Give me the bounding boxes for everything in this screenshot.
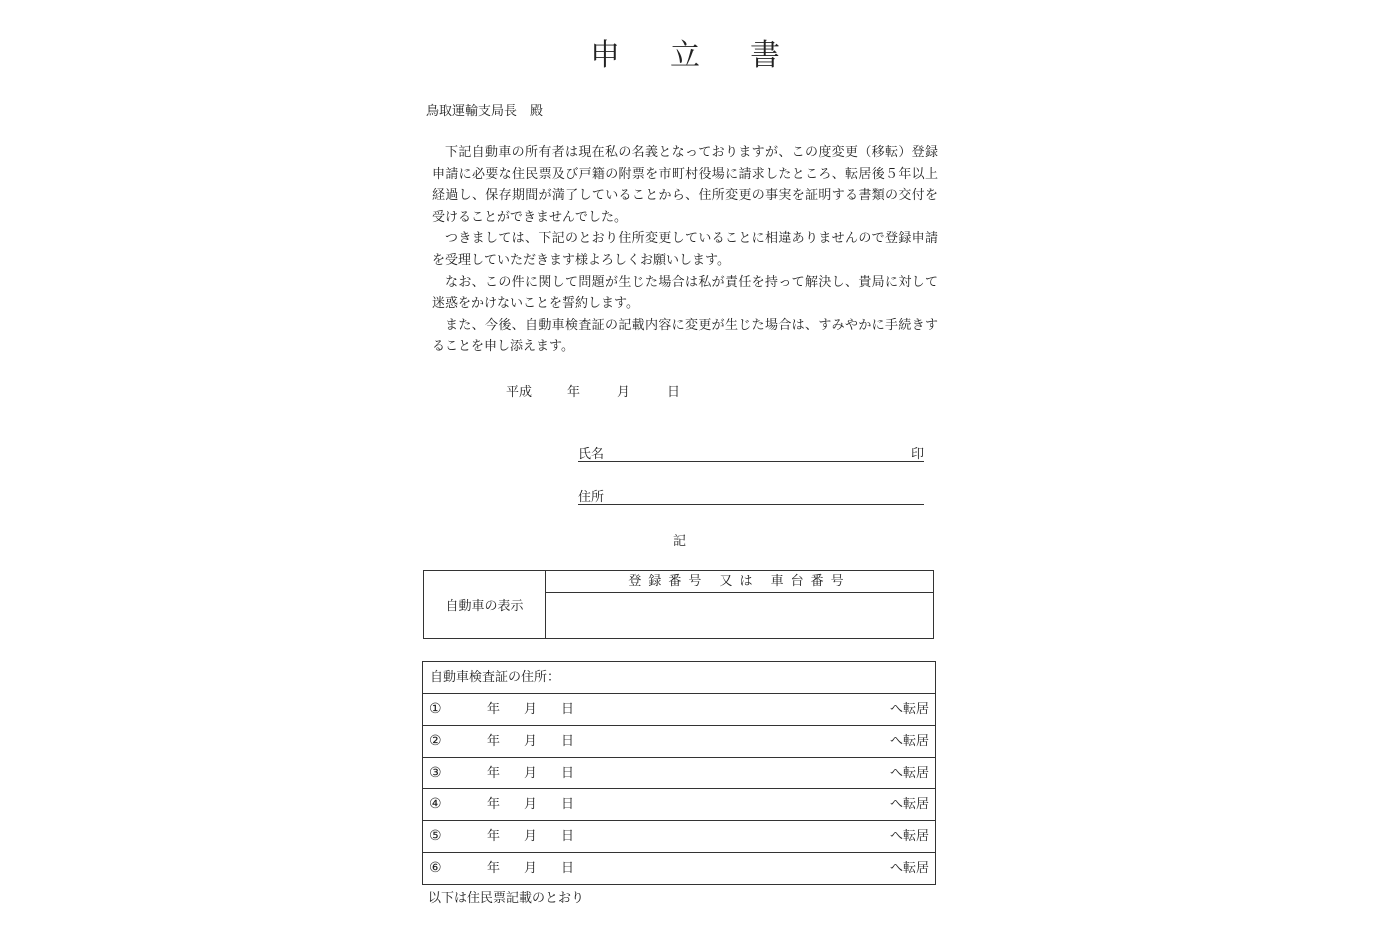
- row-month: 月: [524, 765, 538, 781]
- row-month: 月: [524, 797, 538, 813]
- row-transfer: へ転居: [889, 702, 929, 717]
- name-label: 氏名: [578, 447, 605, 462]
- date-month: 月: [617, 385, 631, 400]
- ki-heading: 記: [673, 534, 687, 549]
- row-year: 年: [487, 702, 501, 717]
- row-transfer: へ転居: [889, 829, 929, 845]
- vehicle-number-header: 登録番号 又は 車台番号: [546, 571, 933, 593]
- address-history-row[interactable]: [423, 758, 935, 790]
- row-month: 月: [524, 702, 538, 717]
- row-transfer: へ転居: [889, 765, 929, 781]
- row-month: 月: [524, 829, 538, 845]
- row-number: ①: [429, 701, 442, 717]
- address-history-table: [422, 661, 936, 885]
- row-number: ⑥: [429, 859, 442, 876]
- row-transfer: へ転居: [889, 797, 929, 813]
- title-char: 書: [750, 38, 780, 73]
- row-year: 年: [487, 860, 501, 876]
- row-day: 日: [561, 797, 575, 813]
- document-title: [590, 36, 780, 76]
- row-number: ②: [429, 732, 442, 749]
- row-transfer: へ転居: [889, 860, 929, 876]
- row-day: 日: [561, 829, 575, 845]
- date-year: 年: [567, 385, 581, 400]
- title-char: 立: [670, 38, 700, 73]
- address-label: 住所: [578, 490, 605, 505]
- row-month: 月: [524, 733, 538, 749]
- row-year: 年: [487, 797, 501, 813]
- row-day: 日: [561, 765, 575, 781]
- row-transfer: へ転居: [889, 733, 929, 749]
- address-field[interactable]: [578, 486, 924, 505]
- address-history-row[interactable]: [423, 726, 935, 758]
- row-day: 日: [561, 860, 575, 876]
- row-number: ③: [429, 764, 442, 781]
- vehicle-number-field[interactable]: [546, 593, 933, 638]
- row-day: 日: [561, 733, 575, 749]
- name-field[interactable]: [578, 443, 924, 462]
- paragraph: また、今後、自動車検査証の記載内容に変更が生じた場合は、すみやかに手続きすることを申し添えます。: [432, 317, 938, 355]
- row-number: ④: [429, 796, 442, 813]
- addressee: 鳥取運輸支局長 殿: [426, 104, 544, 119]
- date-day: 日: [667, 385, 681, 400]
- paragraph: 下記自動車の所有者は現在私の名義となっておりますが、この度変更（移転）登録申請に必要な住民票及び戸籍の附票を市町村役場に請求したところ、転居後５年以上経過し、保存期間が満了していることから、住所変更の事実を証明する書類の交付を受けることができませんでした。: [432, 145, 938, 225]
- paragraph: つきましては、下記のとおり住所変更していることに相違ありませんので登録申請を受理していただきます様よろしくお願いします。: [432, 231, 938, 268]
- address-history-header: 自動車検査証の住所：: [423, 662, 935, 694]
- row-month: 月: [524, 860, 538, 876]
- row-year: 年: [487, 765, 501, 781]
- row-number: ⑤: [429, 828, 442, 845]
- date-era: 平成: [506, 385, 533, 400]
- vehicle-table: [423, 570, 934, 639]
- row-year: 年: [487, 829, 501, 845]
- address-history-row[interactable]: [423, 853, 935, 885]
- footnote: 以下は住民票記載のとおり: [428, 891, 585, 906]
- paragraph: なお、この件に関して問題が生じた場合は私が責任を持って解決し、貴局に対して迷惑をかけないことを誓約します。: [432, 274, 938, 312]
- seal-mark: 印: [910, 447, 924, 462]
- address-history-row[interactable]: [423, 694, 935, 726]
- vehicle-label: 自動車の表示: [424, 571, 546, 638]
- row-year: 年: [487, 733, 501, 749]
- address-history-row[interactable]: [423, 789, 935, 821]
- row-day: 日: [561, 702, 575, 717]
- body-text: [432, 142, 938, 358]
- title-char: 申: [590, 38, 620, 73]
- address-history-row[interactable]: [423, 821, 935, 853]
